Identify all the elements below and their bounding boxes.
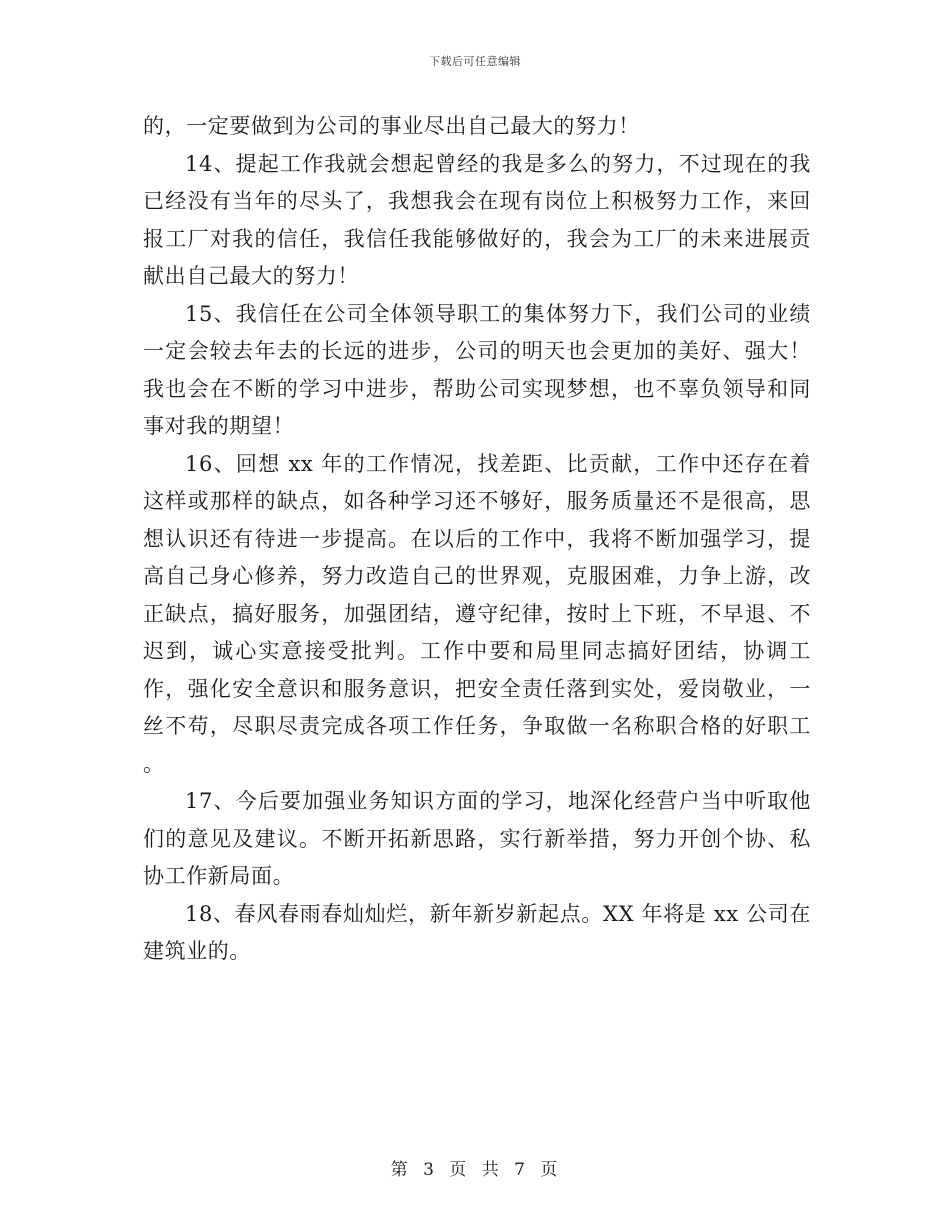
paragraph-15: 15、我信任在公司全体领导职工的集体努力下，我们公司的业绩一定会较去年去的长远的进步，公司的明天也会更加的美好、强大！我也会在不断的学习中进步，帮助公司实现梦想，也不辜负领导和同事对我的期望！ <box>143 301 811 438</box>
footer-page-word: 页 <box>449 1160 469 1180</box>
page-footer <box>0 1155 950 1180</box>
footer-prefix: 第 <box>390 1160 410 1180</box>
document-body <box>143 108 811 971</box>
paragraph-16: 16、回想 xx 年的工作情况，找差距、比贡献，工作中还存在着这样或那样的缺点，如各种学习还不够好，服务质量还不是很高，思想认识还有待进一步提高。在以后的工作中，我将不断加强学习，提高自己身心修养，努力改造自己的世界观，克服困难，力争上游，改正缺点，搞好服务，加强团结，遵守纪律，按时上下班，不早退、不迟到，诚心实意接受批判。工作中要和局里同志搞好团结，协调工作，强化安全意识和服务意识，把安全责任落到实处，爱岗敬业，一丝不苟，尽职尽责完成各项工作任务，争取做一名称职合格的好职工 。 <box>143 451 811 776</box>
current-page-number: 3 <box>423 1160 436 1180</box>
footer-total-word: 共 <box>481 1160 501 1180</box>
header-note: 下载后可任意编辑 <box>429 55 521 68</box>
paragraph-14: 14、提起工作我就会想起曾经的我是多么的努力，不过现在的我已经没有当年的尽头了，我想我会在现有岗位上积极努力工作，来回报工厂对我的信任，我信任我能够做好的，我会为工厂的未来进展贡献出自己最大的努力！ <box>143 151 811 288</box>
paragraph-18: 18、春风春雨春灿灿烂，新年新岁新起点。XX 年将是 xx 公司在建筑业的。 <box>143 901 811 963</box>
paragraph-continuation: 的，一定要做到为公司的事业尽出自己最大的努力！ <box>143 114 640 138</box>
total-pages-number: 7 <box>514 1160 527 1180</box>
footer-suffix: 页 <box>540 1160 560 1180</box>
paragraph-17: 17、今后要加强业务知识方面的学习，地深化经营户当中听取他们的意见及建议。不断开拓新思路，实行新举措，努力开创个协、私协工作新局面。 <box>143 789 811 888</box>
